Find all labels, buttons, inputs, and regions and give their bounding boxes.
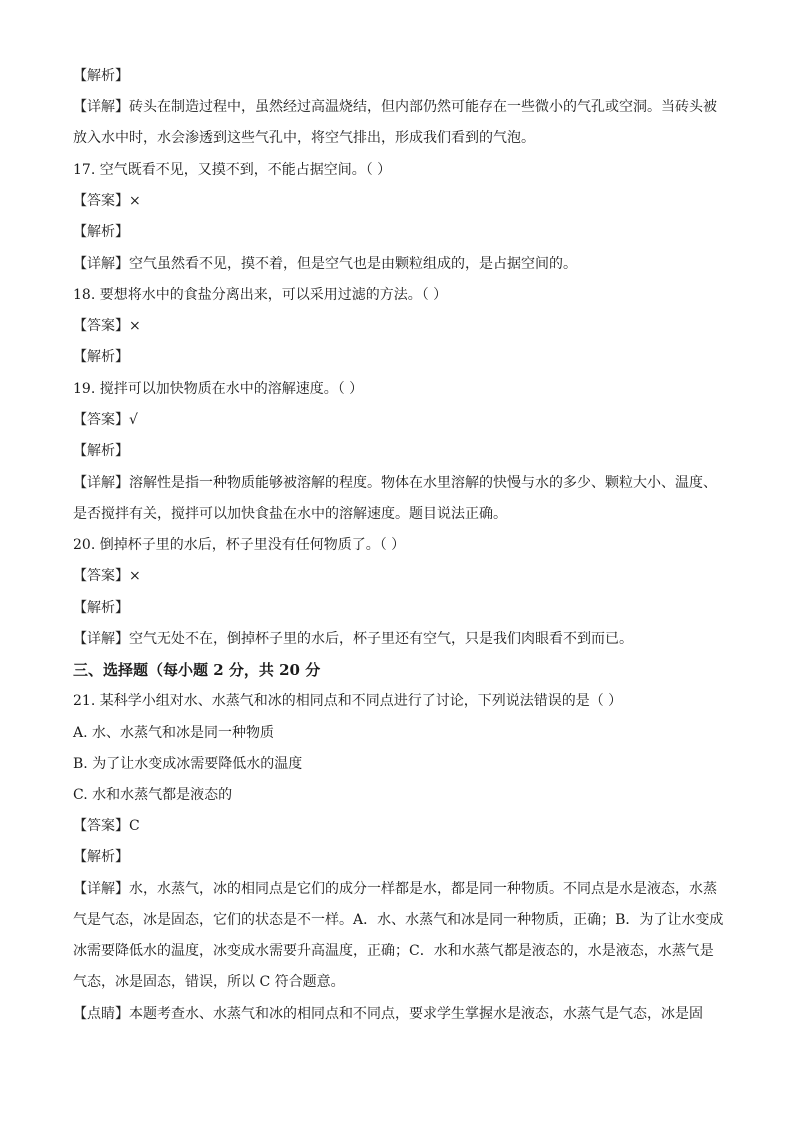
line-text: B. 为了让水变成冰需要降低水的温度 — [73, 756, 303, 772]
analysis-21 — [73, 848, 724, 866]
answer-18 — [73, 317, 724, 335]
option-a — [73, 724, 724, 742]
line-text: 18. 要想将水中的食盐分离出来，可以采用过滤的方法。（ ） — [73, 287, 448, 303]
line-text: 20. 倒掉杯子里的水后，杯子里没有任何物质了。（ ） — [73, 537, 406, 553]
option-c — [73, 786, 724, 804]
line-text: 是否搅拌有关，搅拌可以加快食盐在水中的溶解速度。题目说法正确。 — [73, 506, 507, 522]
line-text: 放入水中时，水会渗透到这些气孔中，将空气排出，形成我们看到的气泡。 — [73, 130, 535, 146]
line-text: × — [129, 318, 141, 334]
answer-17 — [73, 192, 724, 210]
line-text: 17. 空气既看不见，又摸不到，不能占据空间。（ ） — [73, 162, 392, 178]
question-19 — [73, 380, 724, 398]
question-21 — [73, 692, 724, 710]
line-text: 21. 某科学小组对水、水蒸气和冰的相同点和不同点进行了讨论，下列说法错误的是（ ） — [73, 693, 623, 709]
line-text: 19. 搅拌可以加快物质在水中的溶解速度。（ ） — [73, 381, 364, 397]
question-18 — [73, 286, 724, 304]
section-tag: 【解析】 — [73, 349, 129, 365]
answer-20 — [73, 567, 724, 585]
section-heading — [73, 661, 724, 679]
section-tag: 【答案】 — [73, 568, 129, 584]
line-text: 溶解性是指一种物质能够被溶解的程度。物体在水里溶解的快慢与水的多少、颗粒大小、温度、 — [129, 475, 717, 491]
analysis-20 — [73, 599, 724, 617]
line-text: C. 水和水蒸气都是液态的 — [73, 787, 233, 803]
line-text: 砖头在制造过程中，虽然经过高温烧结，但内部仍然可能存在一些微小的气孔或空洞。当砖头被 — [129, 99, 717, 115]
line-text: √ — [129, 412, 138, 428]
line-text: C — [129, 818, 140, 834]
line-text: 气态，冰是固态，错误，所以 C 符合题意。 — [73, 974, 345, 990]
analysis-18 — [73, 348, 724, 366]
section-tag: 【解析】 — [73, 68, 129, 84]
analysis-17 — [73, 223, 724, 241]
line-text: 空气虽然看不见，摸不着，但是空气也是由颗粒组成的，是占据空间的。 — [129, 256, 577, 272]
section-tag: 【答案】 — [73, 193, 129, 209]
text-line-30 — [73, 973, 724, 991]
question-20 — [73, 536, 724, 554]
detail-21 — [73, 880, 724, 898]
line-text: 本题考查水、水蒸气和冰的相同点和不同点，要求学生掌握水是液态，水蒸气是气态，冰是固 — [129, 1006, 703, 1022]
answer-19 — [73, 411, 724, 429]
answer-21 — [73, 817, 724, 835]
text-line-1 — [73, 67, 724, 85]
section-tag: 【详解】 — [73, 475, 129, 491]
section-tag: 【详解】 — [73, 631, 129, 647]
comment-21 — [73, 1005, 724, 1023]
section-tag: 【点睛】 — [73, 1006, 129, 1022]
line-text: 空气无处不在，倒掉杯子里的水后，杯子里还有空气，只是我们肉眼看不到而已。 — [129, 631, 633, 647]
text-line-15 — [73, 505, 724, 523]
section-tag: 【答案】 — [73, 318, 129, 334]
section-tag: 【解析】 — [73, 443, 129, 459]
detail-20 — [73, 630, 724, 648]
line-text: × — [129, 193, 141, 209]
text-line-3 — [73, 129, 724, 147]
detail-19 — [73, 474, 724, 492]
section-tag: 【答案】 — [73, 818, 129, 834]
line-text: 三、选择题（每小题 2 分，共 20 分 — [73, 661, 321, 679]
section-tag: 【解析】 — [73, 849, 129, 865]
line-text: × — [129, 568, 141, 584]
question-17 — [73, 161, 724, 179]
detail-17 — [73, 255, 724, 273]
option-b — [73, 755, 724, 773]
analysis-19 — [73, 442, 724, 460]
section-tag: 【详解】 — [73, 881, 129, 897]
section-tag: 【解析】 — [73, 600, 129, 616]
section-tag: 【详解】 — [73, 256, 129, 272]
line-text: 冰需要降低水的温度，冰变成水需要升高温度，正确；C．水和水蒸气都是液态的，水是液态，水蒸气是 — [73, 943, 714, 959]
text-line-2 — [73, 98, 724, 116]
text-line-29 — [73, 942, 724, 960]
section-tag: 【详解】 — [73, 99, 129, 115]
text-line-28 — [73, 911, 724, 929]
section-tag: 【解析】 — [73, 224, 129, 240]
line-text: 水，水蒸气，冰的相同点是它们的成分一样都是水，都是同一种物质。不同点是水是液态，水蒸 — [129, 881, 717, 897]
line-text: A. 水、水蒸气和冰是同一种物质 — [73, 725, 275, 741]
line-text: 气是气态，冰是固态，它们的状态是不一样。A．水、水蒸气和冰是同一种物质，正确；B．为了让水变成 — [73, 912, 724, 928]
section-tag: 【答案】 — [73, 412, 129, 428]
